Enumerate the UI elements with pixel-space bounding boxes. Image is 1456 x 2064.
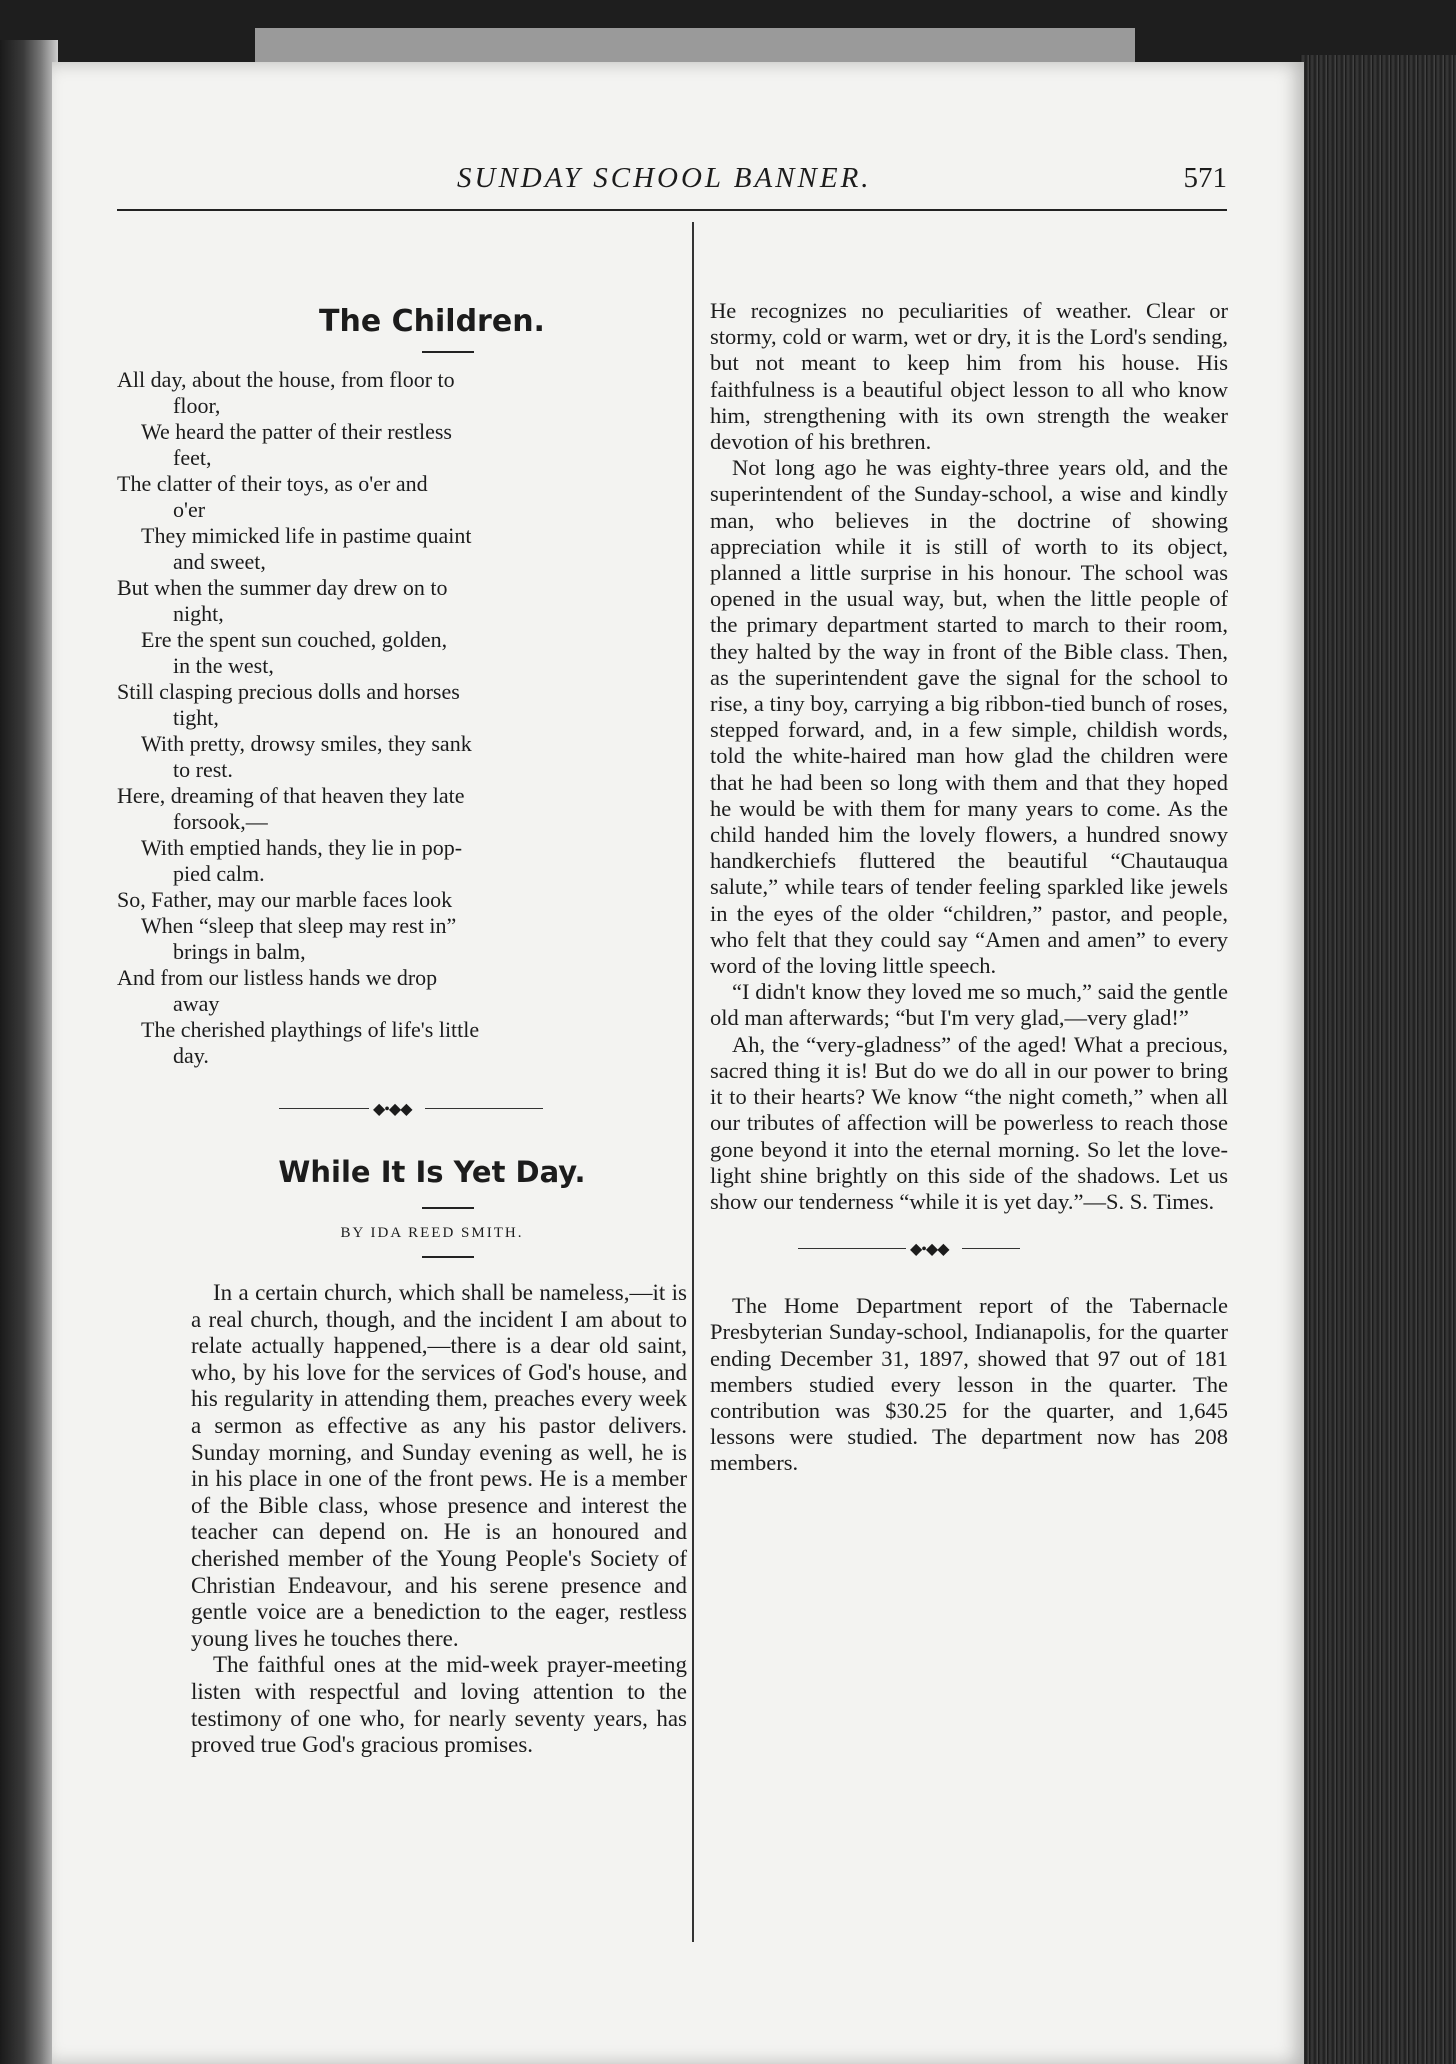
header-rule [117, 209, 1227, 211]
page-number: 571 [1183, 162, 1227, 194]
poem-title: The Children. [319, 304, 545, 339]
section-ornament: ◆•◆◆ [710, 1239, 1228, 1259]
byline: BY IDA REED SMITH. [340, 1225, 524, 1241]
poem-line: pied calm. [173, 861, 265, 886]
poem-line: night, [173, 601, 224, 626]
poem-line: And from our listless hands we drop [117, 965, 438, 990]
poem-line: feet, [173, 445, 212, 470]
poem-line: With emptied hands, they lie in pop- [141, 835, 463, 860]
article-paragraph: “I didn't know they loved me so much,” said the gentle old man afterwards; “but I'm very glad,—very glad!” [710, 979, 1228, 1031]
title-rule [422, 1207, 474, 1209]
magazine-page [52, 62, 1304, 2064]
poem-line: forsook,— [173, 809, 268, 834]
poem-line: o'er [173, 497, 206, 522]
article-title: While It Is Yet Day. [278, 1155, 586, 1189]
poem-line: floor, [173, 393, 221, 418]
poem-line: The clatter of their toys, as o'er and [117, 471, 428, 496]
column-divider [692, 222, 694, 1942]
poem-line: Ere the spent sun couched, golden, [141, 627, 448, 652]
poem-line: We heard the patter of their restless [141, 419, 452, 444]
poem-line: Still clasping precious dolls and horses [117, 679, 460, 704]
poem-line: and sweet, [173, 549, 266, 574]
title-rule [422, 351, 474, 353]
poem [117, 367, 687, 1069]
poem-line: to rest. [173, 757, 233, 782]
poem-line: They mimicked life in pastime quaint [141, 523, 472, 548]
right-column [710, 298, 1228, 1477]
running-title: SUNDAY SCHOOL BANNER. [457, 162, 872, 194]
article-left-body [117, 1280, 687, 1759]
poem-line: But when the summer day drew on to [117, 575, 448, 600]
running-header [117, 162, 1227, 202]
poem-line: in the west, [173, 653, 274, 678]
home-department-note: The Home Department report of the Tabernacle Presbyterian Sunday-school, Indianapolis, for the quarter ending December 31, 1897, showed that 97 out of 181 members studied every lesson in the quarter. The contribution was $30.25 for the quarter, and 1,645 lessons were studied. The department now has 208 members. [710, 1293, 1228, 1476]
byline-rule [422, 1256, 474, 1258]
article-paragraph: Ah, the “very-gladness” of the aged! What a precious, sacred thing it is! But do we do all in our power to bring it to their hearts? We know “the night cometh,” when all our tributes of affection will be powerless to reach those gone beyond it into the eternal morning. So let the love-light shine brightly on this side of the shadows. Let us show our tenderness “while it is yet day.”—S. S. Times. [710, 1031, 1228, 1214]
poem-line: With pretty, drowsy smiles, they sank [141, 731, 472, 756]
left-column [117, 298, 687, 1759]
page-edges-right [1300, 55, 1456, 2064]
poem-line: Here, dreaming of that heaven they late [117, 783, 465, 808]
poem-line: The cherished playthings of life's little [141, 1017, 480, 1042]
article-paragraph: The faithful ones at the mid-week prayer-meeting listen with respectful and loving attention to the testimony of one who, for nearly seventy years, has proved true God's gracious promises. [191, 1652, 687, 1758]
section-ornament: ◆•◆◆ [117, 1099, 687, 1119]
poem-line: day. [173, 1043, 209, 1068]
poem-line: All day, about the house, from floor to [117, 367, 455, 392]
poem-line: away [173, 991, 220, 1016]
book-binding-left [0, 40, 58, 2064]
poem-line: tight, [173, 705, 219, 730]
poem-line: brings in balm, [173, 939, 306, 964]
article-paragraph: He recognizes no peculiarities of weather. Clear or stormy, cold or warm, wet or dry, it is the Lord's sending, but not meant to keep him from his house. His faithfulness is a beautiful object lesson to all who know him, strengthening with its own strength the weaker devotion of his brethren. [710, 298, 1228, 455]
poem-line: So, Father, may our marble faces look [117, 887, 453, 912]
article-paragraph: In a certain church, which shall be nameless,—it is a real church, though, and the incident I am about to relate actually happened,—there is a dear old saint, who, by his love for the services of God's house, and his regularity in attending them, preaches every week a sermon as effective as any his pastor delivers. Sunday morning, and Sunday evening as well, he is in his place in one of the front pews. He is a member of the Bible class, whose presence and interest the teacher can depend on. He is an honoured and cherished member of the Young People's Society of Christian Endeavour, and his serene presence and gentle voice are a benediction to the eager, restless young lives he touches there. [191, 1280, 687, 1651]
poem-line: When “sleep that sleep may rest in” [141, 913, 457, 938]
article-paragraph: Not long ago he was eighty-three years old, and the superintendent of the Sunday-school, a wise and kindly man, who believes in the doctrine of showing appreciation while it is still of worth to its object, planned a little surprise in his honour. The school was opened in the usual way, but, when the little people of the primary department started to march to their room, they halted by the way in front of the Bible class. Then, as the superintendent gave the signal for the school to rise, a tiny boy, carrying a big ribbon-tied bunch of roses, stepped forward, and, in a few simple, childish words, told the white-haired man how glad the children were that he had been so long with them and that they hoped he would be with them for many years to come. As the child handed him the lovely flowers, a hundred snowy handkerchiefs fluttered the beautiful “Chautauqua salute,” while tears of tender feeling sparkled like jewels in the eyes of the older “children,” pastor, and people, who felt that they could say “Amen and amen” to every word of the loving little speech. [710, 455, 1228, 979]
